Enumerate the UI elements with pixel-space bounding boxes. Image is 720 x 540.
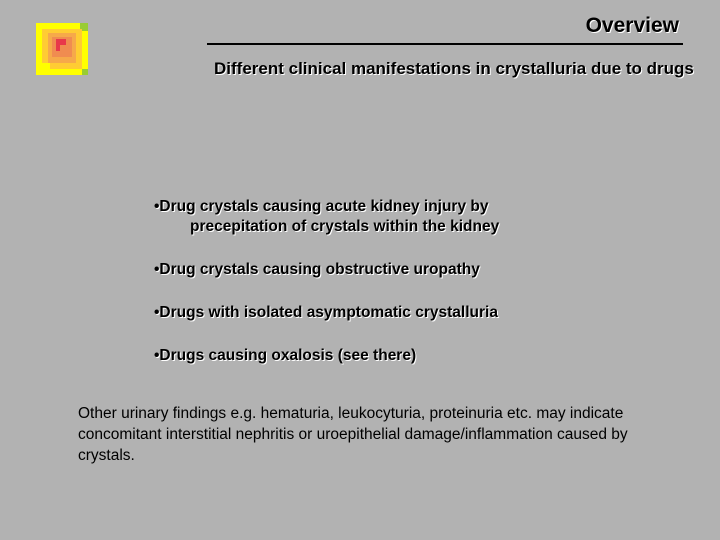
footnote-text: Other urinary findings e.g. hematuria, leukocyturia, proteinuria etc. may indicate concomitant interstitial nephritis or uroepithelial damage/inflammation caused by crystals. [78, 405, 628, 464]
bullet-text: •Drug crystals causing acute kidney injury by [154, 198, 489, 215]
bullet-text: •Drug crystals causing obstructive uropathy [154, 261, 480, 278]
bullet-item-asymptomatic-crystalluria [154, 303, 674, 323]
bullet-item-oxalosis [154, 346, 674, 366]
bullet-item-acute-kidney-injury [154, 197, 674, 237]
bullet-text: •Drugs causing oxalosis (see there) [154, 347, 417, 364]
bullet-text: •Drugs with isolated asymptomatic crystalluria [154, 304, 498, 321]
slide-title: Overview [585, 14, 679, 37]
bullet-list [154, 197, 674, 389]
title-divider [207, 43, 683, 45]
logo-icon [36, 23, 88, 75]
bullet-item-obstructive-uropathy [154, 260, 674, 280]
slide-subtitle: Different clinical manifestations in crystalluria due to drugs [214, 59, 694, 78]
bullet-text-continued: precepitation of crystals within the kidney [190, 218, 500, 235]
